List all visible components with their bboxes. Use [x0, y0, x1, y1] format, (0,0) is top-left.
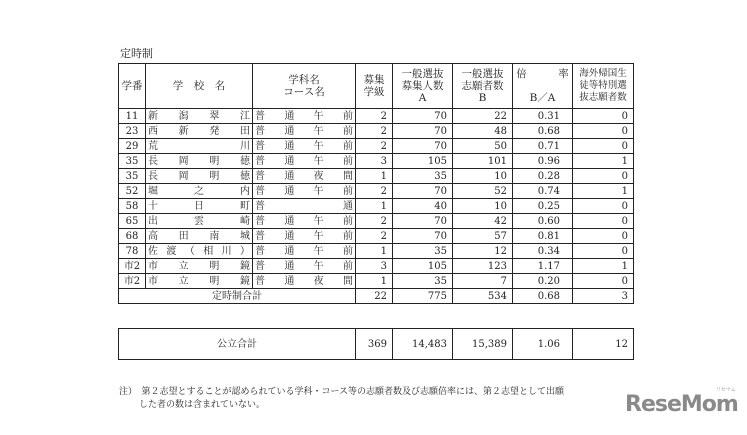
school-name [146, 199, 253, 214]
course-name-text: 普通午前 [255, 230, 353, 242]
quota-a [393, 109, 453, 124]
applicants-b-text: 7 [500, 275, 507, 287]
course-name [253, 139, 356, 154]
footnote-line-2: した者の数は含まれていない。 [139, 400, 266, 410]
table-row [119, 244, 634, 259]
applicants-b-text: 22 [494, 110, 507, 122]
quota-a-text: 105 [427, 155, 447, 167]
quota-a [393, 229, 453, 244]
classes-text: 1 [380, 275, 387, 287]
quota-a-text: 70 [434, 215, 447, 227]
table-row [119, 169, 634, 184]
quota-a-text: 70 [434, 140, 447, 152]
quota-a-text: 35 [434, 275, 447, 287]
ratio [513, 184, 573, 199]
header-a-2: 募集人数 [401, 80, 444, 92]
course-name [253, 199, 356, 214]
school-no [119, 124, 146, 139]
classes-text: 3 [380, 155, 387, 167]
header-no: 学番 [119, 64, 146, 109]
ratio [513, 274, 573, 289]
ratio [513, 169, 573, 184]
school-no-text: 58 [125, 200, 139, 212]
header-row [119, 64, 634, 109]
ratio-text: 0.60 [537, 215, 560, 227]
applicants-b-text: 50 [494, 140, 507, 152]
ratio-text: 0.71 [537, 140, 560, 152]
subtotal-row [119, 289, 634, 304]
classes [356, 259, 393, 274]
header-school: 学 校 名 [146, 64, 253, 109]
classes-text: 1 [380, 200, 387, 212]
school-no [119, 154, 146, 169]
school-no-text: 11 [125, 110, 139, 122]
school-no-text: 35 [125, 170, 139, 182]
classes [356, 169, 393, 184]
resemom-logo [625, 387, 738, 417]
applicants-b [453, 274, 513, 289]
classes [356, 184, 393, 199]
school-name-text: 荒 川 [148, 140, 250, 152]
subtotal-rate: 0.68 [513, 289, 573, 304]
quota-a [393, 154, 453, 169]
public-total-rate: 1.06 [513, 329, 573, 360]
subtotal-b: 534 [453, 289, 513, 304]
returnee-applicants [573, 274, 634, 289]
school-name [146, 154, 253, 169]
applicants-b [453, 259, 513, 274]
applicants-b-text: 10 [494, 170, 507, 182]
table-row [119, 229, 634, 244]
ratio [513, 259, 573, 274]
classes-text: 2 [380, 215, 387, 227]
school-name [146, 184, 253, 199]
classes-text: 2 [380, 125, 387, 137]
course-name [253, 274, 356, 289]
quota-a [393, 184, 453, 199]
ratio [513, 124, 573, 139]
table-row [119, 184, 634, 199]
course-name [253, 109, 356, 124]
course-name-text: 普通午前 [255, 110, 353, 122]
school-name-text: 出雲崎 [148, 215, 250, 227]
public-total-label: 公立合計 [119, 329, 356, 360]
school-no-text: 市2 [123, 275, 141, 287]
subtotal-a: 775 [393, 289, 453, 304]
school-no [119, 214, 146, 229]
school-name [146, 139, 253, 154]
course-name-text: 普通午前 [255, 155, 353, 167]
school-no-text: 52 [125, 185, 139, 197]
applicants-b [453, 199, 513, 214]
table-row [119, 199, 634, 214]
table-row [119, 154, 634, 169]
table-row [119, 214, 634, 229]
returnee-applicants-text: 0 [621, 140, 628, 152]
header-course-1: 学科名 [288, 74, 320, 86]
quota-a-text: 70 [434, 110, 447, 122]
course-name-text: 普通午前 [255, 245, 353, 257]
header-rate [513, 64, 573, 109]
header-b-1: 一般選抜 [461, 68, 504, 80]
header-a [393, 64, 453, 109]
header-returnees [573, 64, 634, 109]
returnee-applicants-text: 0 [621, 215, 628, 227]
ratio-text: 0.34 [537, 245, 560, 257]
course-name-text: 普通夜間 [255, 275, 353, 287]
ratio-text: 0.74 [537, 185, 560, 197]
classes-text: 1 [380, 245, 387, 257]
school-no-text: 78 [125, 245, 139, 257]
course-name [253, 124, 356, 139]
ratio [513, 199, 573, 214]
school-name-text: 市立明鏡 [148, 275, 250, 287]
ratio [513, 109, 573, 124]
footnote-line-1: 注） 第２志望とすることが認められている学科・コース等の志願者数及び志願倍率には、第２志望として出願 [119, 387, 565, 397]
classes [356, 244, 393, 259]
ratio [513, 229, 573, 244]
header-ret-2: 徒等特別選 [579, 80, 627, 91]
ratio-text: 0.31 [537, 110, 560, 122]
course-name [253, 229, 356, 244]
course-name-text: 普通夜間 [255, 170, 353, 182]
applicants-b [453, 229, 513, 244]
classes [356, 109, 393, 124]
school-no [119, 184, 146, 199]
classes-text: 2 [380, 140, 387, 152]
school-name-text: 堀之内 [148, 185, 250, 197]
quota-a-text: 105 [427, 260, 447, 272]
header-rate-2: B／A [529, 92, 556, 104]
quota-a [393, 244, 453, 259]
returnee-applicants-text: 1 [621, 155, 628, 167]
school-no [119, 109, 146, 124]
header-classes-2: 学級 [363, 86, 385, 98]
school-no [119, 244, 146, 259]
classes [356, 139, 393, 154]
school-name-text: 市立明鏡 [148, 260, 250, 272]
ratio [513, 154, 573, 169]
quota-a-text: 40 [434, 200, 447, 212]
classes-text: 1 [380, 170, 387, 182]
returnee-applicants [573, 109, 634, 124]
classes-text: 2 [380, 185, 387, 197]
returnee-applicants-text: 0 [621, 170, 628, 182]
ratio-text: 0.20 [537, 275, 560, 287]
school-name [146, 124, 253, 139]
school-name-text: 西新発田 [148, 125, 250, 137]
school-name-text: 高田南城 [148, 230, 250, 242]
course-name-text: 普通午前 [255, 125, 353, 137]
returnee-applicants [573, 169, 634, 184]
school-name-text: 十日町 [148, 200, 250, 212]
school-name [146, 109, 253, 124]
public-total-returnees: 12 [573, 329, 634, 360]
section-caption: 定時制 [120, 47, 153, 60]
returnee-applicants [573, 154, 634, 169]
classes [356, 229, 393, 244]
applicants-b-text: 12 [494, 245, 507, 257]
classes [356, 199, 393, 214]
course-name [253, 259, 356, 274]
school-no-text: 68 [125, 230, 139, 242]
ratio-text: 0.96 [537, 155, 560, 167]
applicants-b-text: 52 [494, 185, 507, 197]
ratio [513, 214, 573, 229]
school-no-text: 市2 [123, 260, 141, 272]
school-no [119, 274, 146, 289]
applicants-b-text: 123 [487, 260, 507, 272]
school-no-text: 23 [125, 125, 139, 137]
returnee-applicants [573, 214, 634, 229]
header-course-2: コース名 [283, 86, 325, 98]
public-total-row [119, 329, 634, 360]
public-total-classes: 369 [356, 329, 393, 360]
header-a-3: A [418, 92, 427, 104]
quota-a [393, 274, 453, 289]
table-row [119, 274, 634, 289]
applicants-b [453, 184, 513, 199]
applicants-b [453, 124, 513, 139]
returnee-applicants [573, 184, 634, 199]
returnee-applicants [573, 244, 634, 259]
ratio [513, 244, 573, 259]
header-b [453, 64, 513, 109]
returnee-applicants-text: 1 [621, 260, 628, 272]
header-classes [356, 64, 393, 109]
quota-a-text: 35 [434, 245, 447, 257]
applicants-b [453, 139, 513, 154]
applicants-table [118, 63, 634, 304]
applicants-b-text: 42 [494, 215, 507, 227]
school-name [146, 259, 253, 274]
school-no-text: 65 [125, 215, 139, 227]
ratio-text: 0.28 [537, 170, 560, 182]
school-name [146, 229, 253, 244]
returnee-applicants-text: 0 [621, 125, 628, 137]
classes [356, 274, 393, 289]
school-no [119, 199, 146, 214]
applicants-b-text: 48 [494, 125, 507, 137]
subtotal-label: 定時制合計 [119, 289, 356, 304]
school-no [119, 169, 146, 184]
applicants-b-text: 57 [494, 230, 507, 242]
course-name-text: 普通午前 [255, 185, 353, 197]
course-name [253, 214, 356, 229]
school-name [146, 214, 253, 229]
school-name-text: 長岡明徳 [148, 170, 250, 182]
table-row [119, 259, 634, 274]
returnee-applicants [573, 229, 634, 244]
ratio-text: 0.68 [537, 125, 560, 137]
ratio [513, 139, 573, 154]
returnee-applicants [573, 124, 634, 139]
logo-subtext: リセマム [715, 387, 736, 393]
school-no-text: 35 [125, 155, 139, 167]
school-name-text: 長岡明徳 [148, 155, 250, 167]
returnee-applicants-text: 0 [621, 230, 628, 242]
header-b-2: 志願者数 [461, 80, 504, 92]
public-total-b: 15,389 [453, 329, 513, 360]
school-no [119, 259, 146, 274]
applicants-b [453, 244, 513, 259]
school-no-text: 29 [125, 140, 139, 152]
course-name-text: 普通 [255, 200, 353, 212]
school-no [119, 139, 146, 154]
course-name [253, 244, 356, 259]
table-row [119, 139, 634, 154]
returnee-applicants-text: 1 [621, 185, 628, 197]
school-name-text: 新潟翠江 [148, 110, 250, 122]
classes [356, 214, 393, 229]
public-total-a: 14,483 [393, 329, 453, 360]
ratio-text: 0.25 [537, 200, 560, 212]
footnote [119, 386, 564, 412]
school-name [146, 169, 253, 184]
quota-a [393, 124, 453, 139]
classes [356, 124, 393, 139]
quota-a [393, 259, 453, 274]
header-course [253, 64, 356, 109]
school-name-text: 佐渡（相川） [148, 245, 250, 257]
applicants-b [453, 154, 513, 169]
quota-a-text: 70 [434, 230, 447, 242]
classes-text: 3 [380, 260, 387, 272]
course-name-text: 普通午前 [255, 260, 353, 272]
header-ret-3: 抜志願者数 [579, 92, 627, 103]
classes-text: 2 [380, 110, 387, 122]
quota-a [393, 139, 453, 154]
logo-text: ReseMom [625, 392, 738, 417]
ratio-text: 0.81 [537, 230, 560, 242]
classes [356, 154, 393, 169]
quota-a-text: 35 [434, 170, 447, 182]
applicants-b [453, 109, 513, 124]
public-total-table [118, 328, 634, 360]
returnee-applicants-text: 0 [621, 200, 628, 212]
header-rate-1: 倍 率 [516, 68, 569, 80]
school-name [146, 274, 253, 289]
course-name-text: 普通午前 [255, 215, 353, 227]
quota-a-text: 70 [434, 125, 447, 137]
quota-a-text: 70 [434, 185, 447, 197]
header-classes-1: 募集 [363, 74, 385, 86]
course-name [253, 184, 356, 199]
returnee-applicants [573, 139, 634, 154]
applicants-b-text: 101 [487, 155, 507, 167]
quota-a [393, 214, 453, 229]
subtotal-returnees: 3 [573, 289, 634, 304]
returnee-applicants [573, 199, 634, 214]
applicants-b-text: 10 [494, 200, 507, 212]
returnee-applicants-text: 0 [621, 245, 628, 257]
course-name-text: 普通午前 [255, 140, 353, 152]
returnee-applicants-text: 0 [621, 110, 628, 122]
school-no [119, 229, 146, 244]
header-b-3: B [478, 92, 487, 104]
returnee-applicants-text: 0 [621, 275, 628, 287]
subtotal-classes: 22 [356, 289, 393, 304]
course-name [253, 169, 356, 184]
applicants-b [453, 169, 513, 184]
returnee-applicants [573, 259, 634, 274]
classes-text: 2 [380, 230, 387, 242]
table-row [119, 109, 634, 124]
ratio-text: 1.17 [537, 260, 560, 272]
school-name [146, 244, 253, 259]
course-name [253, 154, 356, 169]
quota-a [393, 199, 453, 214]
quota-a [393, 169, 453, 184]
applicants-b [453, 214, 513, 229]
header-ret-1: 海外帰国生 [579, 68, 627, 79]
table-row [119, 124, 634, 139]
header-a-1: 一般選抜 [401, 68, 444, 80]
